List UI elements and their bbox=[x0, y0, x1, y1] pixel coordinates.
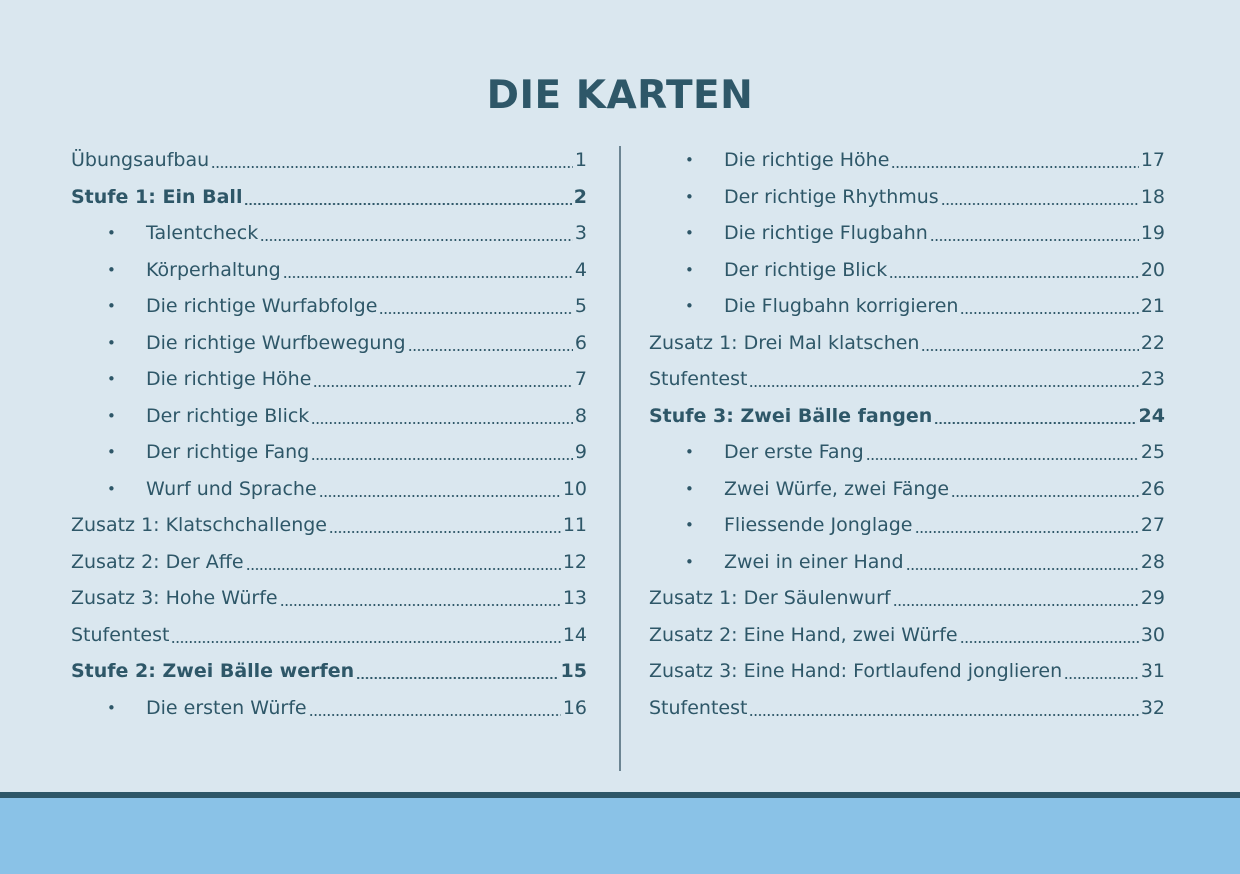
dot-leader bbox=[171, 641, 560, 643]
toc-entry bbox=[649, 580, 1165, 617]
dot-leader bbox=[915, 531, 1139, 533]
toc-entry-label: Die richtige Wurfabfolge bbox=[146, 295, 378, 318]
bullet-icon: • bbox=[685, 224, 694, 243]
toc-entry-page-number: 9 bbox=[574, 441, 587, 464]
dot-leader bbox=[866, 458, 1139, 460]
toc-entry bbox=[649, 252, 1165, 289]
dot-leader bbox=[280, 604, 561, 606]
toc-entry bbox=[71, 252, 587, 289]
bullet-icon: • bbox=[107, 333, 116, 352]
bullet-icon: • bbox=[107, 297, 116, 316]
bullet-icon: • bbox=[107, 224, 116, 243]
bullet-icon: • bbox=[685, 151, 694, 170]
column-divider bbox=[619, 146, 621, 771]
toc-entry-label: Stufentest bbox=[71, 623, 170, 646]
dot-leader bbox=[951, 495, 1139, 497]
dot-leader bbox=[921, 349, 1138, 351]
toc-entry bbox=[649, 544, 1165, 581]
toc-entry-page-number: 12 bbox=[562, 550, 587, 573]
toc-entry-label: Körperhaltung bbox=[146, 258, 281, 281]
toc-entry-page-number: 17 bbox=[1140, 149, 1165, 172]
toc-entry-page-number: 27 bbox=[1140, 514, 1165, 537]
dot-leader bbox=[889, 276, 1139, 278]
toc-entry-label: Die ersten Würfe bbox=[146, 696, 307, 719]
toc-entry-page-number: 5 bbox=[574, 295, 587, 318]
bullet-icon: • bbox=[107, 406, 116, 425]
toc-entry bbox=[649, 434, 1165, 471]
toc-entry-page-number: 18 bbox=[1140, 185, 1165, 208]
toc-entry-label: Der richtige Rhythmus bbox=[724, 185, 939, 208]
toc-entry bbox=[649, 215, 1165, 252]
toc-entry bbox=[649, 690, 1165, 727]
dot-leader bbox=[311, 422, 573, 424]
toc-entry-label: Stufe 1: Ein Ball bbox=[71, 185, 243, 208]
toc-entry bbox=[71, 471, 587, 508]
toc-entry-label: Zusatz 1: Der Säulenwurf bbox=[649, 587, 891, 610]
toc-entry bbox=[649, 653, 1165, 690]
toc-entry-label: Zusatz 1: Klatschchallenge bbox=[71, 514, 327, 537]
toc-entry-page-number: 25 bbox=[1140, 441, 1165, 464]
toc-entry bbox=[649, 617, 1165, 654]
toc-entry-page-number: 14 bbox=[562, 623, 587, 646]
toc-entry bbox=[649, 361, 1165, 398]
toc-entry bbox=[649, 179, 1165, 216]
toc-entry-label: Zwei in einer Hand bbox=[724, 550, 904, 573]
toc-entry bbox=[71, 617, 587, 654]
toc-entry-page-number: 31 bbox=[1140, 660, 1165, 683]
toc-entry bbox=[71, 142, 587, 179]
dot-leader bbox=[283, 276, 573, 278]
toc-entry bbox=[71, 398, 587, 435]
toc-entry-label: Zusatz 3: Hohe Würfe bbox=[71, 587, 278, 610]
toc-entry-label: Stufe 3: Zwei Bälle fangen bbox=[649, 404, 933, 427]
toc-entry-label: Fliessende Jonglage bbox=[724, 514, 913, 537]
toc-entry-page-number: 10 bbox=[562, 477, 587, 500]
dot-leader bbox=[260, 239, 573, 241]
dot-leader bbox=[930, 239, 1139, 241]
toc-entry-label: Der richtige Blick bbox=[724, 258, 888, 281]
toc-entry-label: Stufentest bbox=[649, 696, 748, 719]
toc-entry-page-number: 15 bbox=[560, 660, 587, 683]
toc-entry-label: Stufentest bbox=[649, 368, 748, 391]
toc-entry bbox=[71, 544, 587, 581]
toc-entry-page-number: 24 bbox=[1138, 404, 1165, 427]
bullet-icon: • bbox=[685, 297, 694, 316]
dot-leader bbox=[246, 568, 561, 570]
toc-entry-page-number: 29 bbox=[1140, 587, 1165, 610]
toc-entry bbox=[649, 142, 1165, 179]
dot-leader bbox=[749, 714, 1138, 716]
dot-leader bbox=[313, 385, 573, 387]
dot-leader bbox=[329, 531, 561, 533]
bullet-icon: • bbox=[685, 552, 694, 571]
toc-entry-label: Stufe 2: Zwei Bälle werfen bbox=[71, 660, 355, 683]
toc-entry-label: Zwei Würfe, zwei Fänge bbox=[724, 477, 950, 500]
toc-entry-page-number: 7 bbox=[574, 368, 587, 391]
toc-entry-label: Der erste Fang bbox=[724, 441, 864, 464]
toc-entry bbox=[71, 288, 587, 325]
toc-entry bbox=[649, 398, 1165, 435]
toc-entry-page-number: 8 bbox=[574, 404, 587, 427]
toc-entry-label: Talentcheck bbox=[146, 222, 259, 245]
toc-entry-label: Zusatz 2: Eine Hand, zwei Würfe bbox=[649, 623, 958, 646]
dot-leader bbox=[960, 312, 1138, 314]
toc-entry-page-number: 22 bbox=[1140, 331, 1165, 354]
toc-entry bbox=[71, 361, 587, 398]
dot-leader bbox=[891, 166, 1138, 168]
toc-entry bbox=[71, 179, 587, 216]
dot-leader bbox=[408, 349, 573, 351]
toc-entry bbox=[71, 325, 587, 362]
dot-leader bbox=[319, 495, 561, 497]
toc-entry bbox=[71, 434, 587, 471]
dot-leader bbox=[960, 641, 1139, 643]
toc-entry-page-number: 30 bbox=[1140, 623, 1165, 646]
toc-entry-label: Die Flugbahn korrigieren bbox=[724, 295, 959, 318]
toc-entry bbox=[71, 690, 587, 727]
toc-entry-label: Die richtige Höhe bbox=[724, 149, 890, 172]
bullet-icon: • bbox=[685, 187, 694, 206]
dot-leader bbox=[379, 312, 572, 314]
toc-entry-page-number: 23 bbox=[1140, 368, 1165, 391]
toc-entry-label: Die richtige Flugbahn bbox=[724, 222, 928, 245]
toc-entry-page-number: 16 bbox=[562, 696, 587, 719]
dot-leader bbox=[1064, 677, 1139, 679]
bullet-icon: • bbox=[107, 698, 116, 717]
toc-right-column bbox=[649, 142, 1165, 726]
toc-entry bbox=[71, 653, 587, 690]
bullet-icon: • bbox=[107, 443, 116, 462]
dot-leader bbox=[356, 677, 558, 679]
dot-leader bbox=[311, 458, 573, 460]
toc-entry bbox=[71, 580, 587, 617]
bullet-icon: • bbox=[107, 479, 116, 498]
dot-leader bbox=[749, 385, 1138, 387]
bullet-icon: • bbox=[685, 516, 694, 535]
bullet-icon: • bbox=[685, 260, 694, 279]
footer-band bbox=[0, 798, 1240, 874]
dot-leader bbox=[309, 714, 561, 716]
bullet-icon: • bbox=[685, 479, 694, 498]
toc-entry bbox=[71, 507, 587, 544]
bullet-icon: • bbox=[685, 443, 694, 462]
toc-entry-label: Der richtige Fang bbox=[146, 441, 310, 464]
toc-entry-label: Die richtige Wurfbewegung bbox=[146, 331, 406, 354]
dot-leader bbox=[244, 203, 571, 205]
toc-left-column bbox=[71, 142, 587, 726]
toc-entry-page-number: 4 bbox=[574, 258, 587, 281]
toc-entry-label: Wurf und Sprache bbox=[146, 477, 317, 500]
toc-entry-page-number: 19 bbox=[1140, 222, 1165, 245]
toc-entry bbox=[649, 471, 1165, 508]
toc-entry-label: Übungsaufbau bbox=[71, 149, 210, 172]
toc-entry bbox=[71, 215, 587, 252]
bullet-icon: • bbox=[107, 260, 116, 279]
toc-entry bbox=[649, 325, 1165, 362]
dot-leader bbox=[941, 203, 1139, 205]
toc-entry-page-number: 6 bbox=[574, 331, 587, 354]
dot-leader bbox=[934, 422, 1136, 424]
toc-entry-page-number: 2 bbox=[573, 185, 587, 208]
toc-entry-page-number: 3 bbox=[574, 222, 587, 245]
toc-entry-page-number: 21 bbox=[1140, 295, 1165, 318]
toc-entry-page-number: 26 bbox=[1140, 477, 1165, 500]
toc-entry-page-number: 1 bbox=[574, 149, 587, 172]
bullet-icon: • bbox=[107, 370, 116, 389]
toc-entry-page-number: 28 bbox=[1140, 550, 1165, 573]
toc-entry-page-number: 32 bbox=[1140, 696, 1165, 719]
toc-entry-label: Zusatz 1: Drei Mal klatschen bbox=[649, 331, 920, 354]
page-title: DIE KARTEN bbox=[486, 73, 754, 118]
toc-entry-label: Der richtige Blick bbox=[146, 404, 310, 427]
toc-entry bbox=[649, 288, 1165, 325]
toc-entry-label: Die richtige Höhe bbox=[146, 368, 312, 391]
toc-entry-label: Zusatz 2: Der Affe bbox=[71, 550, 244, 573]
toc-entry-page-number: 13 bbox=[562, 587, 587, 610]
toc-entry-page-number: 20 bbox=[1140, 258, 1165, 281]
toc-entry bbox=[649, 507, 1165, 544]
dot-leader bbox=[211, 166, 573, 168]
toc-entry-label: Zusatz 3: Eine Hand: Fortlaufend jonglieren bbox=[649, 660, 1063, 683]
toc-entry-page-number: 11 bbox=[562, 514, 587, 537]
dot-leader bbox=[893, 604, 1139, 606]
dot-leader bbox=[906, 568, 1139, 570]
